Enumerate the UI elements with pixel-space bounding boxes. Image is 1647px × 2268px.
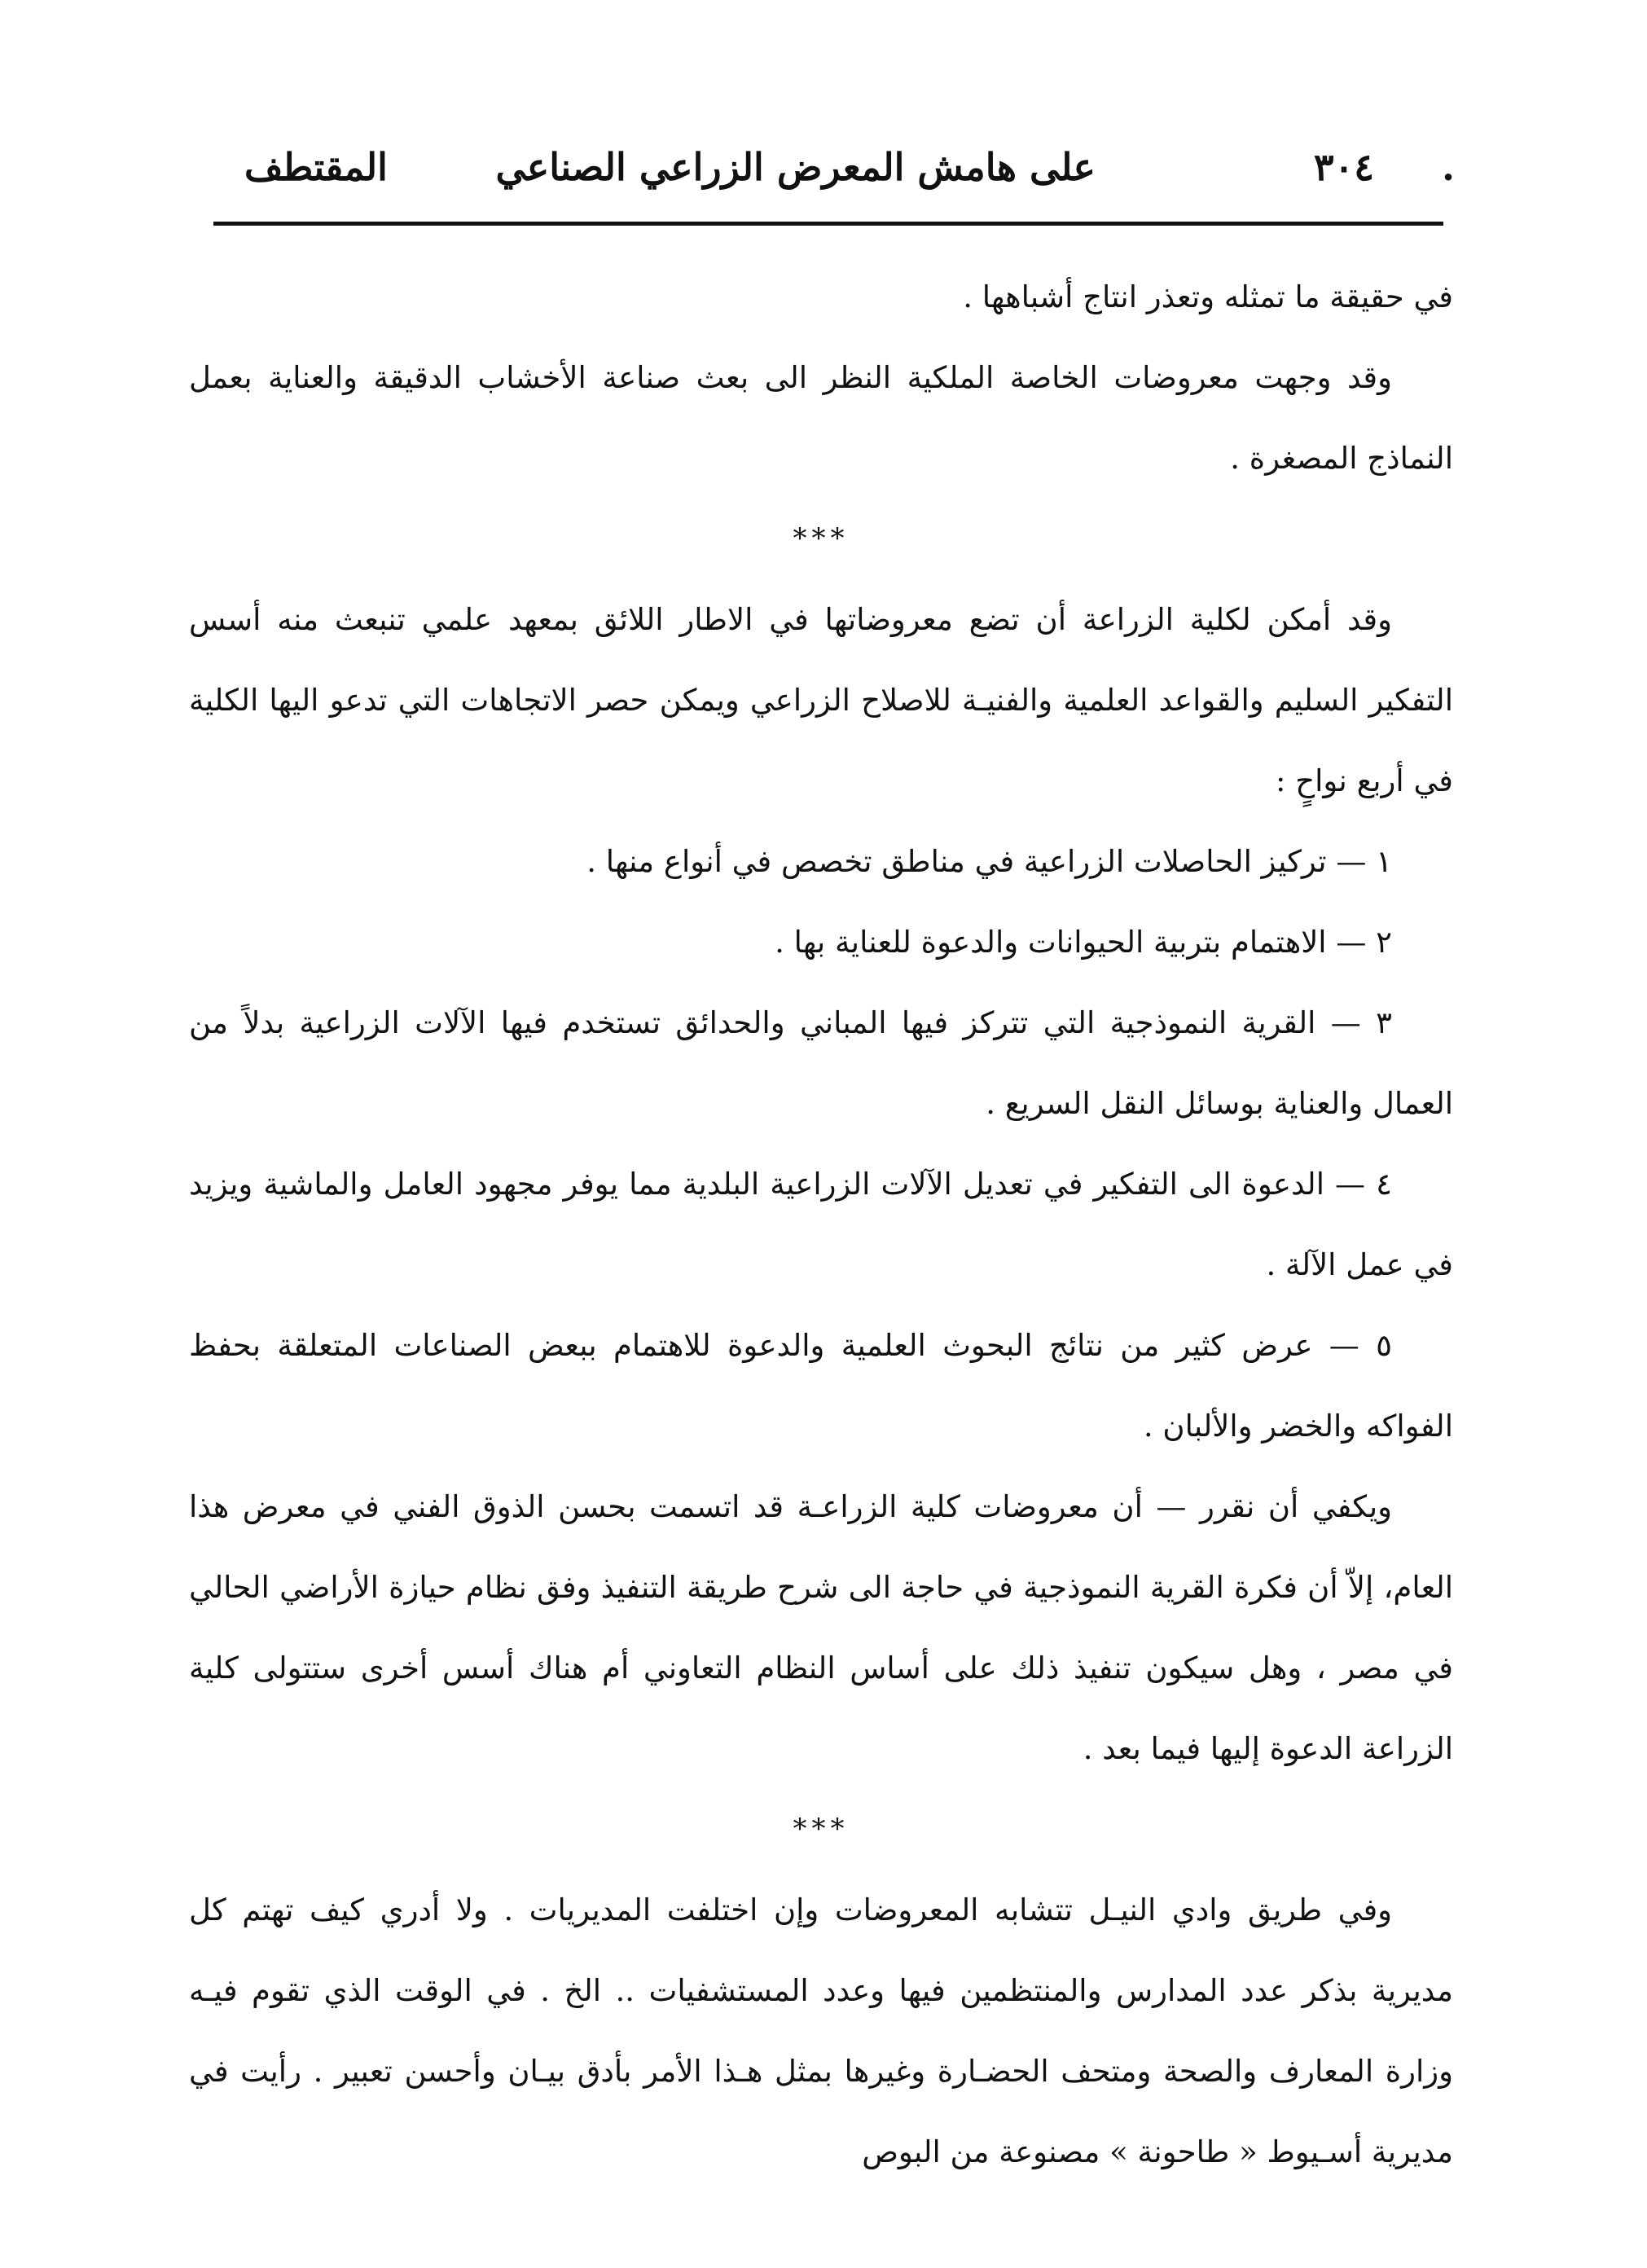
list-item-5: ٥ — عرض كثير من نتائج البحوث العلمية والدعوة للاهتمام ببعض الصناعات المتعلقة بحفظ الفواكه والخضر والألبان . <box>189 1328 1453 1444</box>
paragraph-agriculture-college: وقد أمكن لكلية الزراعة أن تضع معروضاتها في الاطار اللائق بمعهد علمي تنبعث منه أسس التفكير السليم والقواعد العلمية والفنيـة للاصلاح الزراعي ويمكن حصر الاتجاهات التي تدعو اليها الكلية في أربع نواحٍ : <box>189 602 1453 798</box>
header-rule <box>213 222 1443 226</box>
list-item-3: ٣ — القرية النموذجية التي تتركز فيها المباني والحدائق تستخدم فيها الآلات الزراعية بدلاً من العمال والعناية بوسائل النقل السريع . <box>189 1005 1453 1121</box>
header-dot: . <box>1442 145 1456 189</box>
list-item-1: ١ — تركيز الحاصلات الزراعية في مناطق تخصص في أنواع منها . <box>586 844 1392 879</box>
paragraph-assessment: ويكفي أن نقرر — أن معروضات كلية الزراعـة قد اتسمت بحسن الذوق الفني في معرض هذا العام، إلاّ أن فكرة القرية النموذجية في حاجة الى شرح طريقة التنفيذ وفق نظام حيازة الأراضي الحالي في مصر ، وهل سيكون تنفيذ ذلك على أساس النظام التعاوني أم هناك أسس أخرى ستتولى كلية الزراعة الدعوة إليها فيما بعد . <box>189 1489 1453 1766</box>
section-separator: *** <box>793 522 850 555</box>
running-title: على هامش المعرض الزراعي الصناعي <box>495 145 1096 189</box>
paragraph-royal-exhibits: وقد وجهت معروضات الخاصة الملكية النظر الى بعث صناعة الأخشاب الدقيقة والعناية بعمل النماذج المصغرة . <box>189 360 1453 476</box>
article-body <box>189 257 1453 2192</box>
journal-name: المقتطف <box>244 145 388 189</box>
page-number: ٣٠٤ <box>1313 145 1374 189</box>
paragraph-continuation: في حقيقة ما تمثله وتعذر انتاج أشباهها . <box>963 279 1453 314</box>
list-item-4: ٤ — الدعوة الى التفكير في تعديل الآلات الزراعية البلدية مما يوفر مجهود العامل والماشية ويزيد في عمل الآلة . <box>189 1167 1453 1282</box>
paragraph-nile-valley: وفي طريق وادي النيـل تتشابه المعروضات وإن اختلفت المديريات . ولا أدري كيف تهتم كل مديرية بذكر عدد المدارس والمنتظمين فيها وعدد المستشفيات .. الخ . في الوقت الذي تقوم فيـه وزارة المعارف والصحة ومتحف الحضـارة وغيرها بمثل هـذا الأمر بأدق بيـان وأحسن تعبير . رأيت في مديرية أسـيوط « طاحونة » مصنوعة من البوص <box>189 1892 1454 2169</box>
list-item-2: ٢ — الاهتمام بتربية الحيوانات والدعوة للعناية بها . <box>775 925 1392 960</box>
section-separator: *** <box>793 1813 850 1845</box>
page-header <box>0 134 1647 200</box>
